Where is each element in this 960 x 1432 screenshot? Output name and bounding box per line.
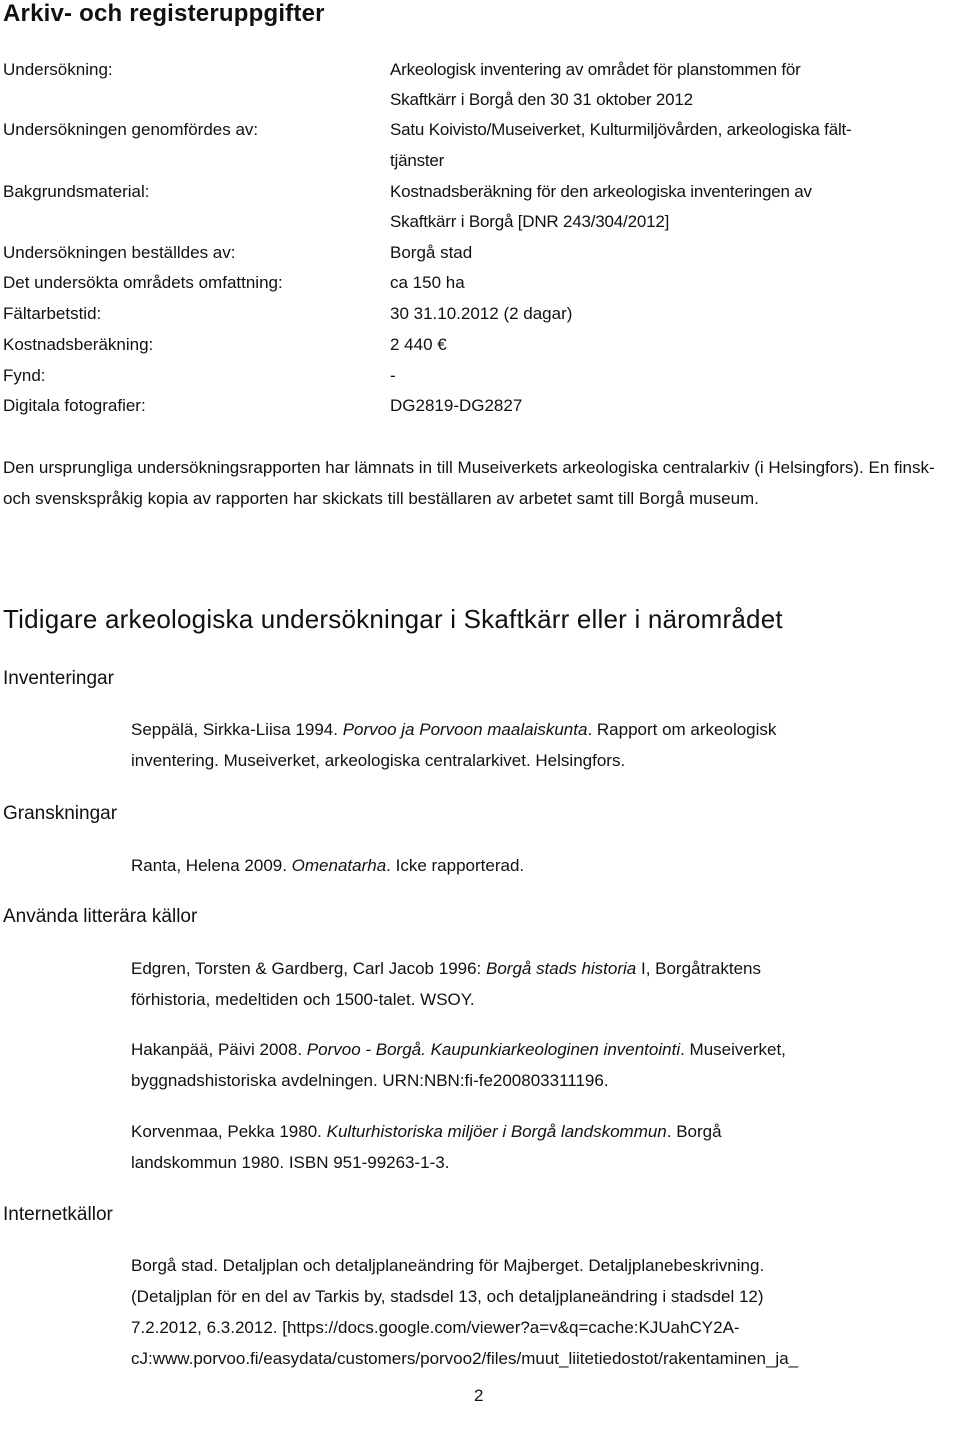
archive-note: Den ursprungliga undersökningsrapporten har lämnats in till Museiverkets arkeologiska centralarkiv (i Helsingfors). En finsk- och svenskspråkig kopia av rapporten har skickats till beställaren av arbetet samt till Borgå museum. bbox=[3, 458, 935, 508]
value-fotografier: DG2819-DG2827 bbox=[390, 396, 523, 415]
heading-granskningar: Granskningar bbox=[3, 803, 118, 824]
label-fynd: Fynd: bbox=[3, 366, 46, 385]
value-genomfordes-line1: Satu Koivisto/Museiverket, Kulturmiljövården, arkeologiska fält- bbox=[390, 120, 852, 139]
section-title: Tidigare arkeologiska undersökningar i Skaftkärr eller i närområdet bbox=[3, 604, 783, 634]
reference-text: . Museiverket, bbox=[680, 1040, 786, 1059]
reference-title: Borgå stads historia bbox=[486, 959, 637, 978]
reference-borga-stad-line3: 7.2.2012, 6.3.2012. [https://docs.google.com/viewer?a=v&q=cache:KJUahCY2A- bbox=[131, 1318, 740, 1337]
reference-seppala bbox=[131, 720, 776, 740]
reference-title: Omenatarha bbox=[291, 856, 387, 875]
reference-text: . Icke rapporterad. bbox=[386, 856, 525, 875]
value-bakgrundsmaterial-line1: Kostnadsberäkning för den arkeologiska inventeringen av bbox=[390, 182, 812, 201]
label-faltarbetstid: Fältarbetstid: bbox=[3, 304, 102, 323]
heading-litterara-kallor: Använda litterära källor bbox=[3, 906, 198, 927]
reference-korvenmaa-line2: landskommun 1980. ISBN 951-99263-1-3. bbox=[131, 1153, 450, 1172]
value-genomfordes-line2: tjänster bbox=[390, 151, 445, 170]
value-fynd: - bbox=[390, 366, 396, 385]
label-bestalldes: Undersökningen beställdes av: bbox=[3, 243, 236, 262]
reference-hakanpaa bbox=[131, 1040, 786, 1060]
value-undersokning-line1: Arkeologisk inventering av området för planstommen för bbox=[390, 60, 801, 79]
reference-borga-stad-line4: cJ:www.porvoo.fi/easydata/customers/porvoo2/files/muut_liitetiedostot/rakentaminen_ja_ bbox=[131, 1349, 799, 1368]
label-bakgrundsmaterial: Bakgrundsmaterial: bbox=[3, 182, 150, 201]
page-number: 2 bbox=[474, 1386, 484, 1405]
reference-edgren-line2: förhistoria, medeltiden och 1500-talet. WSOY. bbox=[131, 990, 475, 1009]
reference-title: Porvoo - Borgå. Kaupunkiarkeologinen inventointi bbox=[306, 1040, 681, 1059]
label-fotografier: Digitala fotografier: bbox=[3, 396, 146, 415]
heading-internetkallor: Internetkällor bbox=[3, 1204, 113, 1225]
reference-text: I, Borgåtraktens bbox=[636, 959, 761, 978]
reference-text: Edgren, Torsten & Gardberg, Carl Jacob 1996: bbox=[131, 959, 486, 978]
value-bakgrundsmaterial-line2: Skaftkärr i Borgå [DNR 243/304/2012] bbox=[390, 212, 670, 231]
value-undersokning-line2: Skaftkärr i Borgå den 30 31 oktober 2012 bbox=[390, 90, 693, 109]
reference-borga-stad-line1: Borgå stad. Detaljplan och detaljplaneändring för Majberget. Detaljplanebeskrivning. bbox=[131, 1256, 765, 1275]
value-kostnadsberakning: 2 440 € bbox=[390, 335, 447, 354]
reference-ranta bbox=[131, 856, 524, 876]
reference-text: Hakanpää, Päivi 2008. bbox=[131, 1040, 307, 1059]
label-kostnadsberakning: Kostnadsberäkning: bbox=[3, 335, 154, 354]
label-genomfordes: Undersökningen genomfördes av: bbox=[3, 120, 259, 139]
reference-borga-stad-line2: (Detaljplan för en del av Tarkis by, stadsdel 13, och detaljplaneändring i stadsdel 12) bbox=[131, 1287, 764, 1306]
page-title: Arkiv- och registeruppgifter bbox=[3, 0, 325, 27]
reference-text: Ranta, Helena 2009. bbox=[131, 856, 292, 875]
reference-korvenmaa bbox=[131, 1122, 722, 1142]
reference-hakanpaa-line2: byggnadshistoriska avdelningen. URN:NBN:fi-fe200803311196. bbox=[131, 1071, 609, 1090]
label-omfattning: Det undersökta områdets omfattning: bbox=[3, 273, 283, 292]
value-omfattning: ca 150 ha bbox=[390, 273, 465, 292]
reference-edgren bbox=[131, 959, 761, 979]
reference-text: . Rapport om arkeologisk bbox=[587, 720, 777, 739]
heading-inventeringar: Inventeringar bbox=[3, 668, 114, 689]
value-bestalldes: Borgå stad bbox=[390, 243, 473, 262]
reference-text: Korvenmaa, Pekka 1980. bbox=[131, 1122, 327, 1141]
label-undersokning: Undersökning: bbox=[3, 60, 113, 79]
reference-seppala-line2: inventering. Museiverket, arkeologiska centralarkivet. Helsingfors. bbox=[131, 751, 626, 770]
reference-text: Seppälä, Sirkka-Liisa 1994. bbox=[131, 720, 343, 739]
value-faltarbetstid: 30 31.10.2012 (2 dagar) bbox=[390, 304, 573, 323]
reference-text: . Borgå bbox=[666, 1122, 722, 1141]
reference-title: Porvoo ja Porvoon maalaiskunta bbox=[342, 720, 588, 739]
reference-title: Kulturhistoriska miljöer i Borgå landskommun bbox=[326, 1122, 667, 1141]
